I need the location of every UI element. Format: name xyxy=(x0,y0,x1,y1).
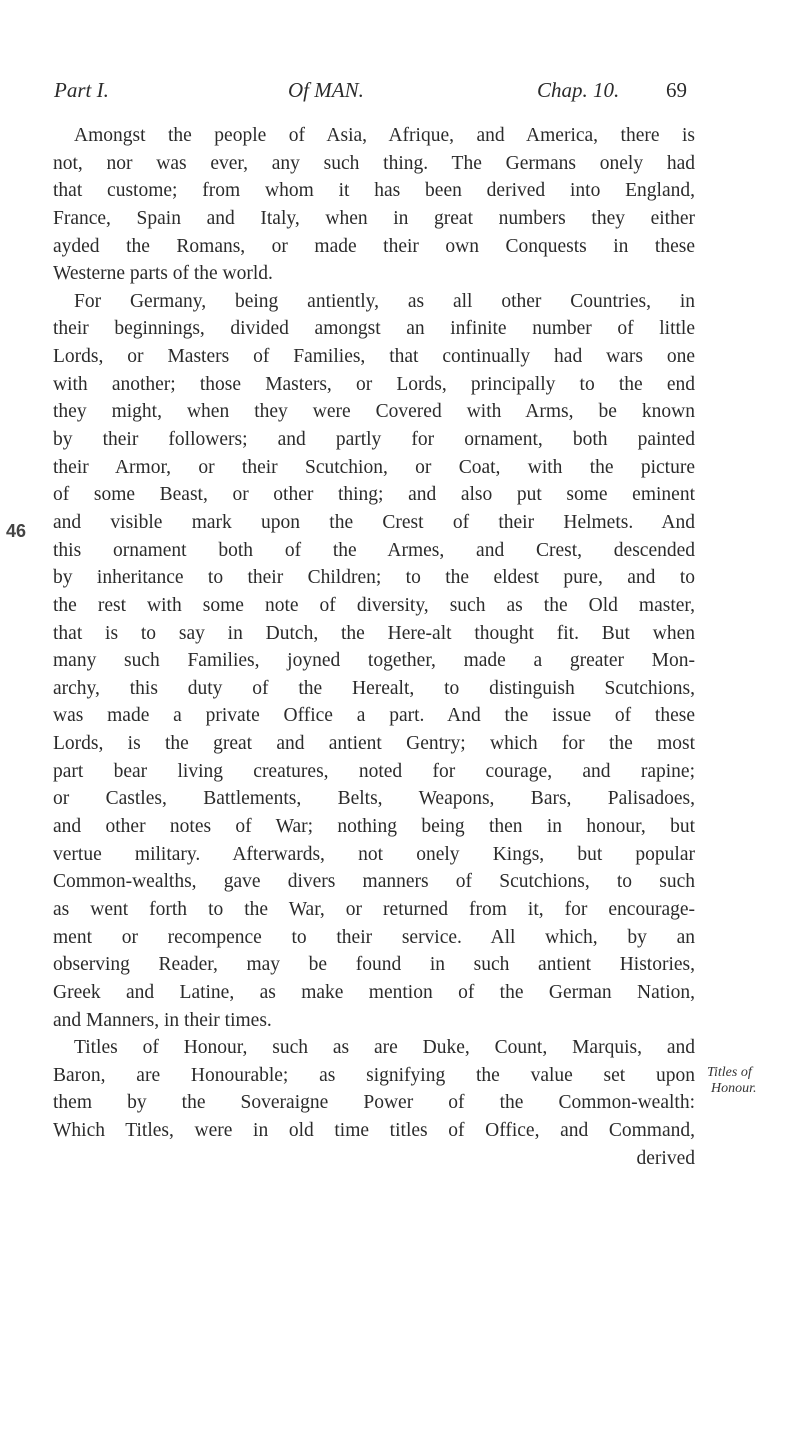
text-line: not, nor was ever, any such thing. The Germans onely had xyxy=(53,152,695,174)
text-line: the rest with some note of diversity, such as the Old master, xyxy=(53,594,695,616)
text-line: they might, when they were Covered with Arms, be known xyxy=(53,401,695,423)
text-line: France, Spain and Italy, when in great numbers they either xyxy=(53,207,695,229)
text-line: ment or recompence to their service. All which, by an xyxy=(53,926,695,948)
text-line: Titles of Honour, such as are Duke, Count, Marquis, and xyxy=(74,1037,695,1059)
text-line: that is to say in Dutch, the Here-alt thought fit. But when xyxy=(53,622,695,644)
text-line: their beginnings, divided amongst an infinite number of little xyxy=(53,318,695,340)
page-number: 69 xyxy=(666,78,687,102)
text-line: or Castles, Battlements, Belts, Weapons, Bars, Palisadoes, xyxy=(53,788,695,810)
text-line: Lords, is the great and antient Gentry; which for the most xyxy=(53,733,695,755)
text-line: as went forth to the War, or returned from it, for encourage- xyxy=(53,898,695,920)
side-note xyxy=(707,1065,787,1097)
text-line: and other notes of War; nothing being then in honour, but xyxy=(53,816,695,838)
text-line: Baron, are Honourable; as signifying the value set upon xyxy=(53,1064,695,1086)
margin-page-marker: 46 xyxy=(6,521,27,541)
running-head-title: Of MAN. xyxy=(288,78,364,102)
running-head-chapter: Chap. 10. xyxy=(537,78,620,102)
running-head-part: Part I. xyxy=(54,78,109,102)
text-line: Greek and Latine, as make mention of the German Nation, xyxy=(53,981,695,1003)
text-line: Amongst the people of Asia, Afrique, and America, there is xyxy=(74,125,695,146)
text-line: their Armor, or their Scutchion, or Coat, with the picture xyxy=(53,456,695,478)
text-line: derived xyxy=(636,1147,695,1169)
running-head xyxy=(54,78,694,108)
text-line: of some Beast, or other thing; and also put some eminent xyxy=(53,484,695,506)
text-line: many such Families, joyned together, made a greater Mon- xyxy=(53,650,695,672)
text-line: and visible mark upon the Crest of their Helmets. And xyxy=(53,511,695,533)
text-line: vertue military. Afterwards, not onely Kings, but popular xyxy=(53,843,695,865)
side-note-line: Honour. xyxy=(711,1081,757,1096)
text-line: part bear living creatures, noted for courage, and rapine; xyxy=(53,760,695,782)
text-line: with another; those Masters, or Lords, principally to the end xyxy=(53,373,695,395)
text-line: archy, this duty of the Herealt, to distinguish Scutchions, xyxy=(53,677,695,699)
text-line: and Manners, in their times. xyxy=(53,1009,272,1031)
text-line: by their followers; and partly for ornament, both painted xyxy=(53,429,695,451)
text-line: Westerne parts of the world. xyxy=(53,263,273,285)
text-line: was made a private Office a part. And the issue of these xyxy=(53,705,695,727)
text-line: For Germany, being antiently, as all other Countries, in xyxy=(74,290,695,312)
text-line: that custome; from whom it has been derived into England, xyxy=(53,180,695,202)
side-note-line: Titles of xyxy=(707,1065,752,1080)
text-line: by inheritance to their Children; to the eldest pure, and to xyxy=(53,567,695,589)
text-line: observing Reader, may be found in such antient Histories, xyxy=(53,954,695,976)
text-line: Common-wealths, gave divers manners of Scutchions, to such xyxy=(53,871,695,893)
text-line: them by the Soveraigne Power of the Common-wealth: xyxy=(53,1092,695,1114)
text-line: this ornament both of the Armes, and Crest, descended xyxy=(53,539,695,561)
text-line: Lords, or Masters of Families, that continually had wars one xyxy=(53,346,695,368)
text-line: Which Titles, were in old time titles of Office, and Command, xyxy=(53,1120,695,1142)
text-line: ayded the Romans, or made their own Conquests in these xyxy=(53,235,695,257)
body-text xyxy=(53,122,695,1172)
